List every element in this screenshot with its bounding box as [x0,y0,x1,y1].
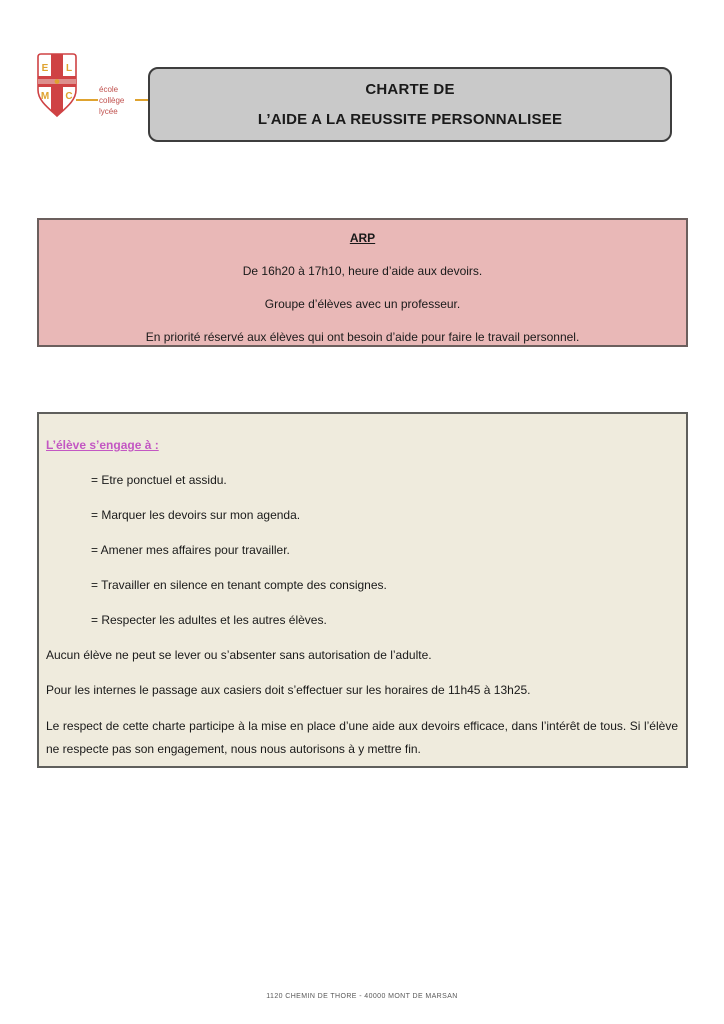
arp-schedule-line: De 16h20 à 17h10, heure d’aide aux devoirs. [242,264,483,278]
document-title-line1: CHARTE DE [365,81,455,98]
commitments-heading: L’élève s’engage à : [46,438,159,452]
crest-letter-e: E [41,63,49,74]
arp-group-line: Groupe d’élèves avec un professeur. [264,297,461,311]
footer-address: 1120 CHEMIN DE THORE - 40000 MONT DE MARSAN [266,993,458,1000]
logo-tagline [99,84,124,117]
school-crest-icon [36,52,78,120]
arp-info-box [37,218,688,347]
arp-heading: ARP [349,231,376,245]
crest-letter-l: L [65,63,73,74]
rule-paragraph-lockers: Pour les internes le passage aux casiers doit s’effectuer sur les horaires de 11h45 à 13h25. [46,683,531,697]
crest-letter-m: M [40,91,50,102]
crest-letter-c: C [65,91,73,102]
tagline-ecole: école [99,85,119,94]
tagline-lycee: lycée [99,107,118,116]
title-box [148,67,672,142]
commitment-item: = Respecter les adultes et les autres élèves. [91,613,327,627]
document-title-line2: L’AIDE A LA REUSSITE PERSONNALISEE [257,111,563,128]
rule-paragraph-authorization: Aucun élève ne peut se lever ou s’absenter sans autorisation de l’adulte. [46,648,432,662]
commitment-item: = Marquer les devoirs sur mon agenda. [91,508,301,522]
tagline-rule-left [76,99,98,101]
commitment-item: = Travailler en silence en tenant compte des consignes. [91,578,387,592]
tagline-college: collège [99,96,125,105]
commitment-item: = Amener mes affaires pour travailler. [91,543,290,557]
rule-paragraph-respect: Le respect de cette charte participe à la mise en place d’une aide aux devoirs efficace, dans l’intérêt de tous. Si l’élève ne respecte pas son engagement, nous nous autorisons à y mettre fin. [46,719,678,756]
student-commitments-box [37,412,688,768]
arp-priority-line: En priorité réservé aux élèves qui ont besoin d’aide pour faire le travail personnel. [145,330,580,344]
commitment-item: = Etre ponctuel et assidu. [91,473,227,487]
school-logo [36,52,166,122]
